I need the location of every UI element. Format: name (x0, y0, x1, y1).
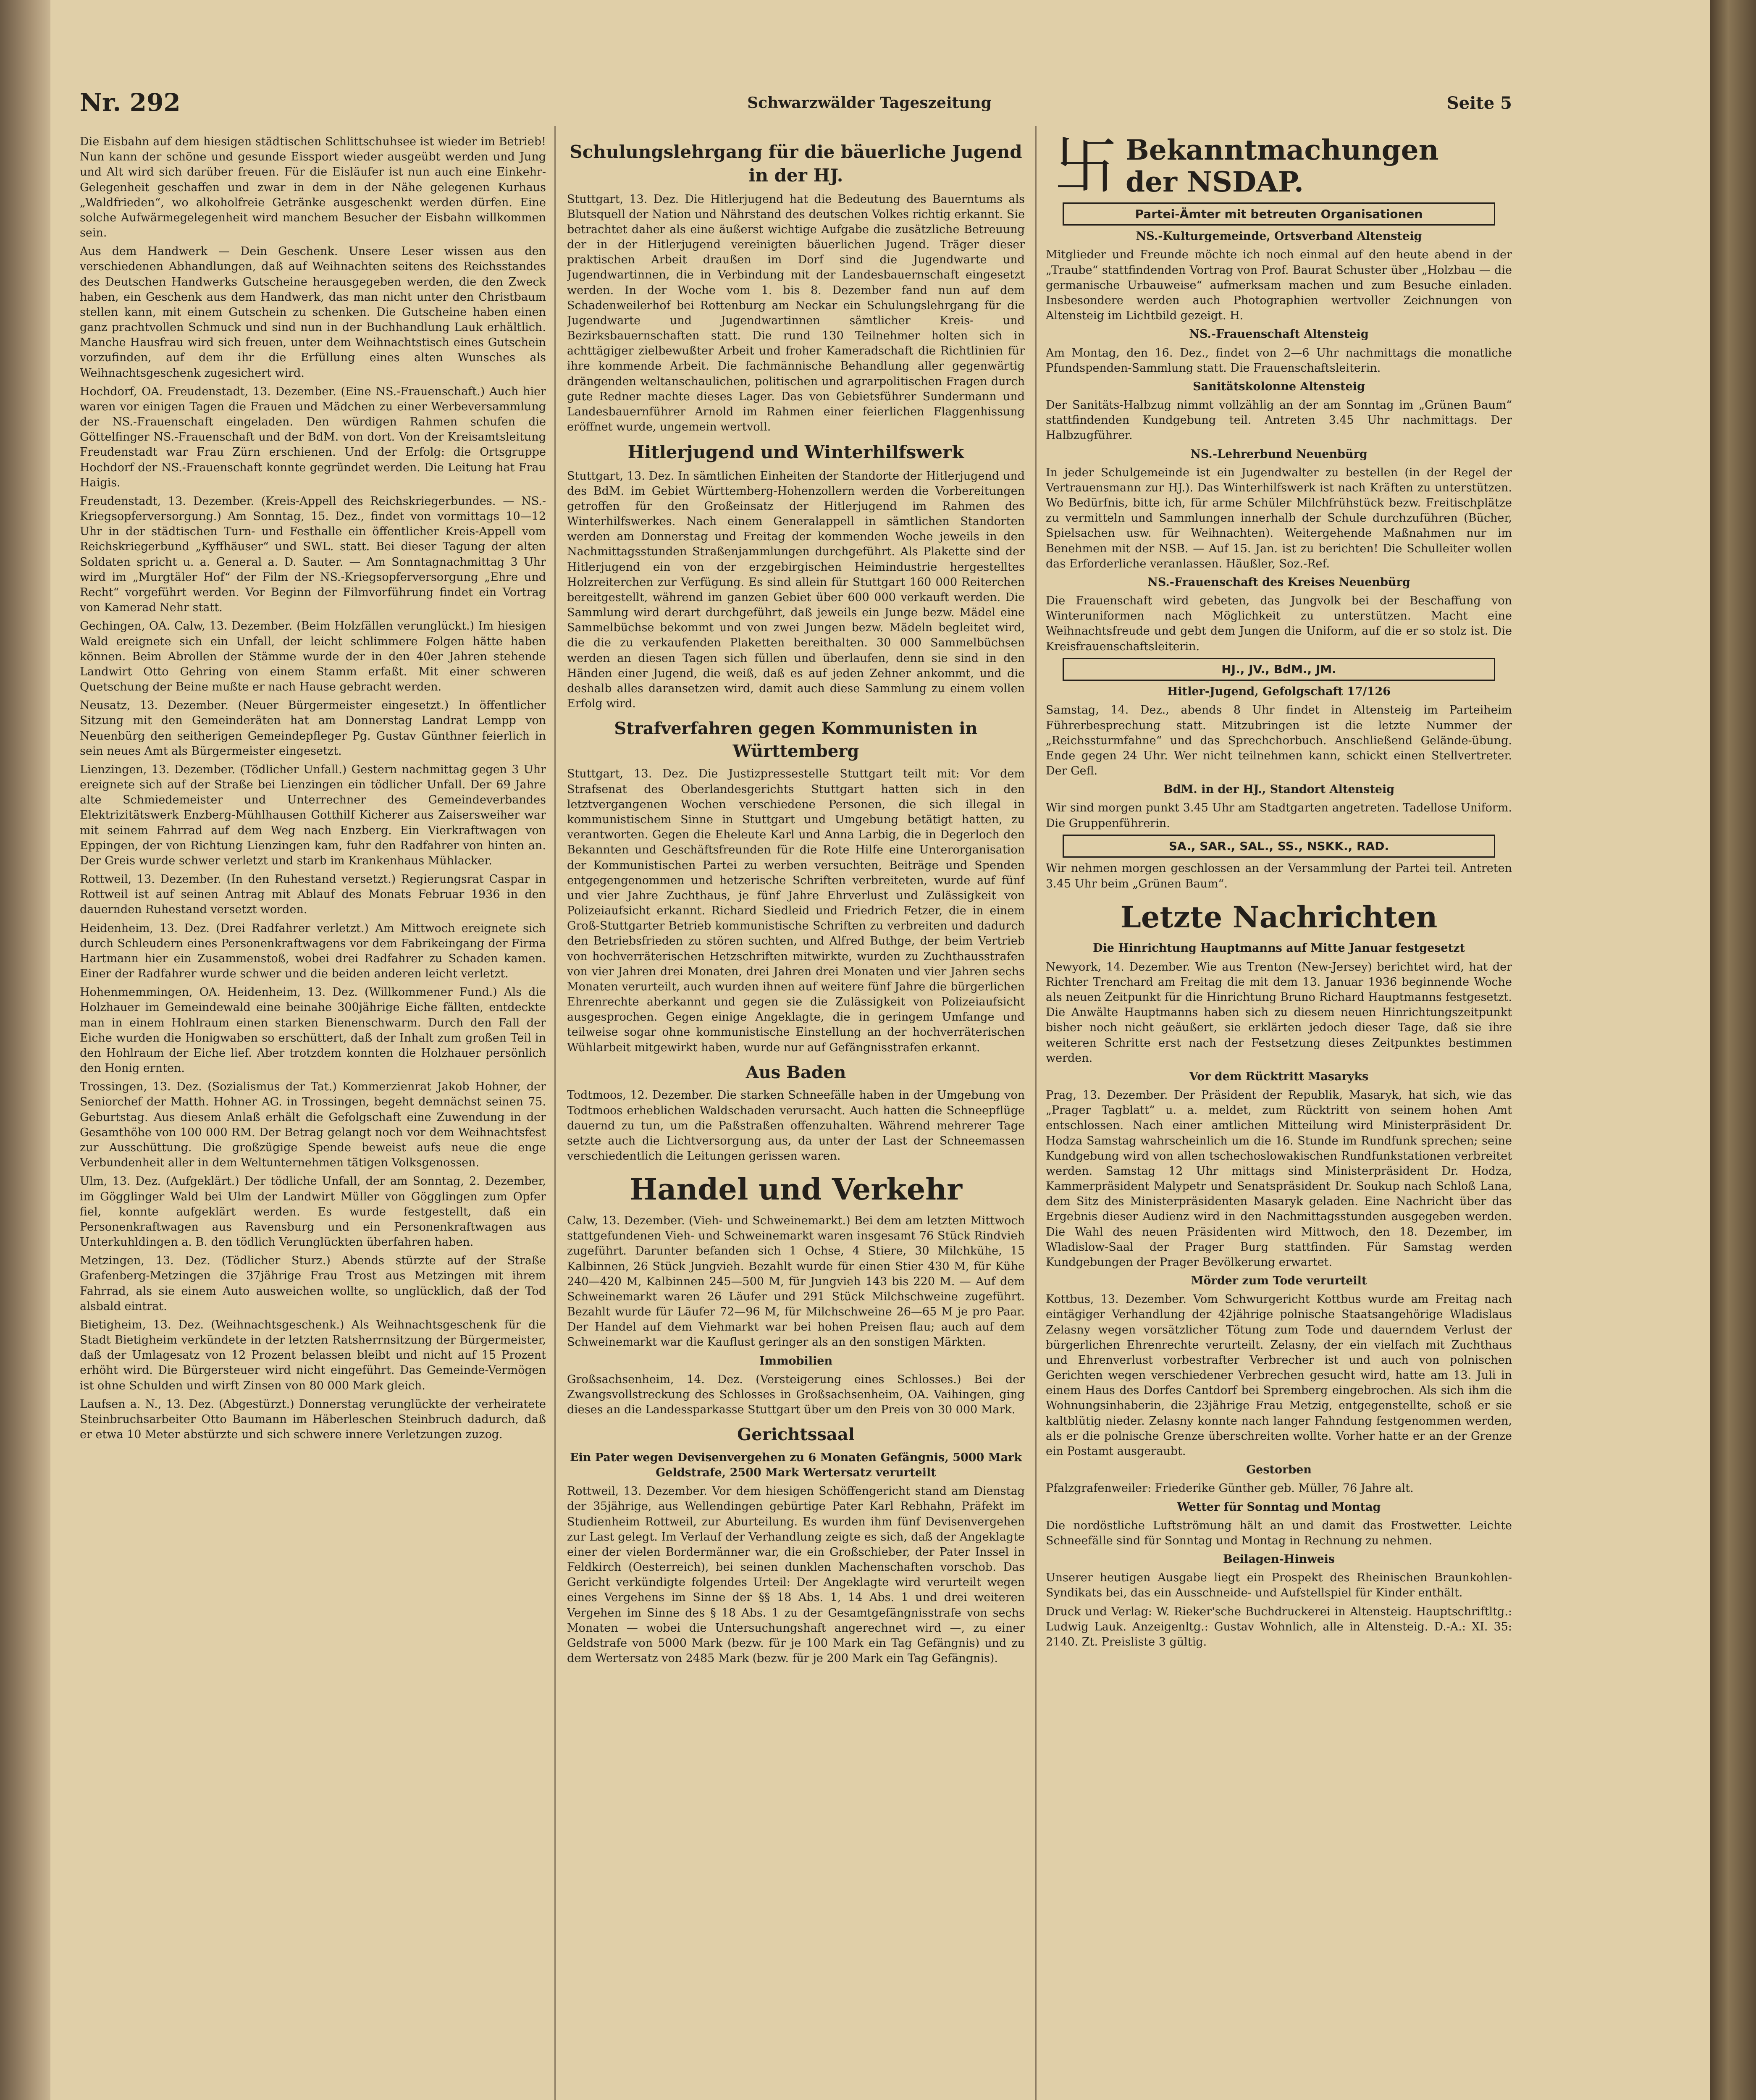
article: Die nordöstliche Luftströmung hält an und damit das Frostwetter. Leichte Schneefälle sind für Sonntag und Montag in Rechnung zu nehmen. (1046, 1519, 1512, 1547)
article: Freudenstadt, 13. Dezember. (Kreis-Appell des Reichskriegerbundes. — NS.-Kriegsopferversorgung.) Am Sonntag, 15. Dez., findet von vormittags 10—12 Uhr in der städtischen Turn- und Festhalle ein öffentlicher Kreis-Appell vom Reichskriegerbund „Kyffhäuser“ und SWL. statt. Bei dieser Tagung der alten Soldaten spricht u. a. General a. D. Sauter. — Am Sonntagnachmittag 3 Uhr wird im „Murgtäler Hof“ der Film der NS.-Kriegsopferversorgung „Ehre und Recht“ vorgeführt werden. Vor Beginn der Filmvorführung findet ein Vortrag von Kamerad Nehr statt. (80, 494, 546, 614)
column-regional-news (567, 134, 1025, 2100)
subheading: Hitler-Jugend, Gefolgschaft 17/126 (1167, 685, 1391, 698)
section-heading: Gerichtssaal (737, 1425, 855, 1445)
headline: Hitlerjugend und Winterhilfswerk (627, 442, 964, 463)
article: Prag, 13. Dezember. Der Präsident der Republik, Masaryk, hat sich, wie das „Prager Tagblatt“ u. a. meldet, zum Rücktritt von seinem hohen Amt entschlossen. Nach einer amtlichen Mitteilung wird Ministerpräsident Dr. Hodza Samstag wahrscheinlich um die 16. Stunde im Rundfunk sprechen; seine Kundgebung wird von allen tschechoslowakischen Rundfunkstationen verbreitet werden. Samstag 12 Uhr mittags sind Ministerpräsident Dr. Hodza, Kammerpräsident Malypetr und Senatspräsident Dr. Soukup nach Schloß Lana, dem Sitz des Ministerpräsidenten Masaryk geladen. Eine Nachricht über das Ergebnis dieser Audienz wird in den Nachmittagsstunden ausgegeben werden. Die Wahl des neuen Präsidenten wird Mittwoch, den 18. Dezember, im Wladislow-Saal der Prager Burg stattfinden. Für Samstag werden Kundgebungen der Prager Bevölkerung erwartet. (1046, 1089, 1512, 1269)
article: Gechingen, OA. Calw, 13. Dezember. (Beim Holzfällen verunglückt.) Im hiesigen Wald ereignete sich ein Unfall, der leicht schlimmere Folgen hätte haben können. Beim Abrollen der Stämme wurde der in den 40er Jahren stehende Landwirt Otto Gehring von einem Stamm erfaßt. Mit einer schweren Quetschung der Beine mußte er nach Hause gebracht werden. (80, 620, 546, 694)
section-box: SA., SAR., SAL., SS., NSKK., RAD. (1063, 835, 1495, 858)
issue-number: Nr. 292 (80, 88, 181, 117)
notice: Wir sind morgen punkt 3.45 Uhr am Stadtgarten angetreten. Tadellose Uniform. Die Gruppenführerin. (1046, 801, 1512, 830)
article: Rottweil, 13. Dezember. (In den Ruhestand versetzt.) Regierungsrat Caspar in Rottweil ist auf seinen Antrag mit Ablauf des Monats Februar 1936 in den dauernden Ruhestand versetzt worden. (80, 873, 546, 916)
section-box: HJ., JV., BdM., JM. (1063, 658, 1495, 681)
subheading: BdM. in der HJ., Standort Altensteig (1163, 783, 1395, 796)
headline: Schulungslehrgang für die bäuerliche Jugend in der HJ. (570, 142, 1022, 186)
article: Rottweil, 13. Dezember. Vor dem hiesigen Schöffengericht stand am Dienstag der 35jährige, aus Wellendingen gebürtige Pater Karl Rebhahn, Präfekt im Studienheim Rottweil, zur Aburteilung. Es wurden ihm fünf Devisenvergehen zur Last gelegt. Im Verlauf der Verhandlung zeigte es sich, daß der Angeklagte einer der vielen Bordermänner war, die ein Großschieber, der Pater Inssel in Feldkirch (Oesterreich), bei seinen dunklen Machenschaften vorschob. Das Gericht verkündigte folgendes Urteil: Der Angeklagte wird verurteilt wegen eines Vergehens im Sinne der §§ 18 Abs. 1, 14 Abs. 1 und drei weiteren Vergehen im Sinne des § 18 Abs. 1 zu der Gesamtgefängnisstrafe von sechs Monaten — wobei die Untersuchungshaft angerechnet wird —, zu einer Geldstrafe von 5000 Mark (bezw. für je 100 Mark ein Tag Gefängnis) und zu dem Wertersatz von 2485 Mark (bezw. für je 200 Mark ein Tag Gefängnis). (567, 1485, 1025, 1665)
notice: Am Montag, den 16. Dez., findet von 2—6 Uhr nachmittags die monatliche Pfundspenden-Sammlung statt. Die Frauenschaftsleiterin. (1046, 346, 1512, 375)
headline: Strafverfahren gegen Kommunisten in Württemberg (614, 719, 978, 761)
section-heading: Letzte Nachrichten (1120, 899, 1438, 934)
column-rule (1035, 126, 1037, 2100)
newspaper-page (50, 0, 1710, 2100)
article: Neusatz, 13. Dezember. (Neuer Bürgermeister eingesetzt.) In öffentlicher Sitzung mit den Gemeinderäten hat am Donnerstag Landrat Lempp von Neuenbürg den seitherigen Gemeindepfleger Pg. Gustav Günthner feierlich in sein neues Amt als Bürgermeister eingesetzt. (80, 699, 546, 758)
notice: Mitglieder und Freunde möchte ich noch einmal auf den heute abend in der „Traube“ stattfindenden Vortrag von Prof. Baurat Schuster über „Holzbau — die germanische Urbauweise“ aufmerksam machen und zum Besuche einladen. Insbesondere werden auch Photographien wertvoller Zeichnungen von Altensteig im Lichtbild gezeigt. H. (1046, 248, 1512, 323)
column-local-news (80, 134, 546, 2100)
notice: Wir nehmen morgen geschlossen an der Versammlung der Partei teil. Antreten 3.45 Uhr beim „Grünen Baum“. (1046, 862, 1512, 890)
article: Aus dem Handwerk — Dein Geschenk. Unsere Leser wissen aus den verschiedenen Abhandlungen, daß auf Weihnachten seitens des Reichsstandes des Deutschen Handwerks Gutscheine herausgegeben werden, die den Zweck haben, ein Geschenk aus dem Handwerk, das man nicht unter den Christbaum stellen kann, mit einem Gutschein zu schenken. Die Gutscheine haben einen ganz prachtvollen Schmuck und sind nun in der Buchhandlung Lauk erhältlich. Manche Hausfrau wird sich freuen, unter dem Weihnachtstisch eines Gutschein vorzufinden, auf dem ihr die Erfüllung eines alten Wunsches als Weihnachtsgeschenk zugesichert wird. (80, 245, 546, 380)
subheading: NS.-Lehrerbund Neuenbürg (1190, 447, 1368, 461)
book-binding-left (0, 0, 50, 2100)
article: Bietigheim, 13. Dez. (Weihnachtsgeschenk.) Als Weihnachtsgeschenk für die Stadt Bietigheim verkündete in der letzten Ratsherrnsitzung der Bürgermeister, daß der Umlagesatz von 12 Prozent belassen bleibt und nicht auf 15 Prozent erhöht wird. Die Bürgersteuer wird nicht eingeführt. Das Gemeinde-Vermögen ist ohne Schulden und wirft Zinsen von 80 000 Mark gleich. (80, 1318, 546, 1392)
article: Stuttgart, 13. Dez. In sämtlichen Einheiten der Standorte der Hitlerjugend und des BdM. im Gebiet Württemberg-Hohenzollern werden die Vorbereitungen getroffen für den Großeinsatz der Hitlerjugend im Rahmen des Winterhilfswerkes. Nach einem Generalappell in sämtlichen Standorten werden am Donnerstag und Freitag der kommenden Woche jeweils in den Nachmittagsstunden Straßenjammlungen durchgeführt. Als Plakette sind der Hitlerjugend ein von der erzgebirgischen Heimindustrie hergestelltes Holzreiterchen zur Verfügung. Es sind allein für Stuttgart 160 000 Reiterchen bereitgestellt, während im ganzen Gebiet über 600 000 verkauft werden. Die Sammlung wird derart durchgeführt, daß jeweils ein Junge bezw. Mädel eine Sammelbüchse bekommt und von zwei Jungen bezw. Mädeln begleitet wird, die die zu verkaufenden Plaketten bereithalten. 30 000 Sammelbüchsen werden an diesen Tagen sich füllen und überlaufen, denn sie sind in den Händen einer Jugend, die weiß, daß es auf jeden Zehner ankommt, und die deshalb alles daransetzen wird, damit auch diese Sammlung zu einem vollen Erfolg wird. (567, 469, 1025, 711)
article: Stuttgart, 13. Dez. Die Justizpressestelle Stuttgart teilt mit: Vor dem Strafsenat des Oberlandesgerichts Stuttgart hatten sich in den letztvergangenen Wochen verschiedene Personen, die sich illegal in kommunistischem Sinne in Stuttgart und Umgebung betätigt hatten, zu verantworten. Gegen die Eheleute Karl und Anna Larbig, die in Degerloch den Bekannten und Geschäftsfreunden für die Rote Hilfe eine Unterorganisation der Kommunistischen Partei zu werben versuchten, Beiträge und Spenden entgegengenommen und hetzerische Schriften verbreiteten, wurde auf fünf und vier Jahre Zuchthaus, je fünf Jahre Ehrverlust und Zulässigkeit von Polizeiaufsicht erkannt. Richard Siedleid und Friedrich Fetzer, die in einem Groß-Stuttgarter Betrieb kommunistische Schriften zu verbreiten und dadurch den Betriebsfrieden zu stören suchten, und Alfred Buthge, der beim Vertrieb von hochverräterischen Hetzschriften mitwirkte, wurden zu Zuchthausstrafen von vier Jahren drei Monaten, drei Jahren drei Monaten und vier Jahren sechs Monaten verurteilt, auch wurden ihnen auf weitere fünf Jahre die bürgerlichen Ehrenrechte aberkannt und gegen sie die Zulässigkeit von Polizeiaufsicht ausgesprochen. Gegen einige Angeklagte, die in geringem Umfange und teilweise sogar ohne kommunistische Einstellung an der hochverräterischen Wühlarbeit mitgewirkt haben, wurde nur auf Gefängnisstrafen erkannt. (567, 767, 1025, 1054)
subheading: Gestorben (1246, 1463, 1312, 1477)
section-heading: Handel und Verkehr (629, 1172, 963, 1207)
section-heading: Aus Baden (745, 1062, 846, 1082)
article: Lienzingen, 13. Dezember. (Tödlicher Unfall.) Gestern nachmittag gegen 3 Uhr ereignete sich auf der Straße bei Lienzingen ein tödlicher Unfall. Der 69 Jahre alte Schmiedemeister und Unterrechner des Gemeindeverbandes Elektrizitätswerk Enzberg-Mühlhausen Gotthilf Kicherer aus Zaisersweiher war mit seinem Fahrrad auf dem Weg nach Enzberg. Ein Vierkraftwagen von Eppingen, der von Richtung Lienzingen kam, fuhr den Radfahrer von hinten an. Der Greis wurde schwer verletzt und starb im Krankenhaus Mühlacker. (80, 763, 546, 867)
article: Hochdorf, OA. Freudenstadt, 13. Dezember. (Eine NS.-Frauenschaft.) Auch hier waren vor einigen Tagen die Frauen und Mädchen zu einer Werbeversammlung der NS.-Frauenschaft eingeladen. Den würdigen Rahmen schufen die Göttelfinger NS.-Frauenschaft und der BdM. von dort. Von der Kreisamtsleitung Freudenstadt war Frau Zürn erschienen. Und der Erfolg: die Ortsgruppe Hochdorf der NS.-Frauenschaft konnte gegründet werden. Die Leitung hat Frau Haigis. (80, 385, 546, 489)
article: Metzingen, 13. Dez. (Tödlicher Sturz.) Abends stürzte auf der Straße Grafenberg-Metzingen die 37jährige Frau Trost aus Metzingen mit ihrem Fahrrad, als sie einem Auto ausweichen wollte, so unglücklich, daß der Tod alsbald eintrat. (80, 1254, 546, 1313)
subheading: Beilagen-Hinweis (1223, 1553, 1335, 1566)
subheading: Ein Pater wegen Devisenvergehen zu 6 Monaten Gefängnis, 5000 Mark Geldstrafe, 2500 Mark Wertersatz verurteilt (570, 1451, 1022, 1479)
column-rule (554, 126, 556, 2100)
article: Newyork, 14. Dezember. Wie aus Trenton (New-Jersey) berichtet wird, hat der Richter Trenchard am Freitag die mit dem 13. Januar 1936 beginnende Woche als neuen Zeitpunkt für die Hinrichtung Bruno Richard Hauptmanns festgesetzt. Die Anwälte Hauptmanns haben sich zu diesem neuen Hinrichtungszeitpunkt bisher noch nicht geäußert, sie erklärten jedoch dieser Tage, daß sie ihre weiteren Schritte erst nach der Festsetzung dieses Zeitpunktes bestimmen werden. (1046, 960, 1512, 1065)
subheading: NS.-Frauenschaft Altensteig (1189, 328, 1369, 341)
notices-title: Bekanntmachungen (1126, 134, 1439, 166)
section-box: Partei-Ämter mit betreuten Organisationen (1063, 202, 1495, 226)
page-number: Seite 5 (1446, 93, 1512, 113)
article: Kottbus, 13. Dezember. Vom Schwurgericht Kottbus wurde am Freitag nach eintägiger Verhandlung der 42jährige polnische Staatsangehörige Wladislaus Zelasny wegen vorsätzlicher Tötung zum Tode und dauerndem Verlust der bürgerlichen Ehrenrechte verurteilt. Zelasny, der ein vielfach mit Zuchthaus und Ehrenverlust vorbestrafter Verbrecher ist und auch von polnischen Gerichten wegen verschiedener Verbrechen gesucht wird, hatte am 13. Juli in einem Haus des Dorfes Cantdorf bei Spremberg eingebrochen. Als sich ihm die Wohnungsinhaberin, die 23jährige Frau Metzig, entgegenstellte, schoß er sie kaltblütig nieder. Zelasny konnte nach langer Fahndung festgenommen werden, als er die polnische Grenze überschreiten wollte. Vorher hatte er an der Grenze ein Postamt ausgeraubt. (1046, 1293, 1512, 1458)
newspaper-title: Schwarzwälder Tageszeitung (747, 94, 992, 112)
column-party-notices (1046, 134, 1512, 2100)
book-binding-right (1710, 0, 1756, 2100)
article: Stuttgart, 13. Dez. Die Hitlerjugend hat die Bedeutung des Bauerntums als Blutsquell der Nation und Nährstand des deutschen Volkes richtig erkannt. Sie betrachtet daher als eine äußerst wichtige Aufgabe die zusätzliche Betreuung der in der Hitlerjugend vereinigten bäuerlichen Jugend. Träger dieser praktischen Arbeit draußen im Dorf sind die Jugendwarte und Jugendwartinnen, die in Verbindung mit der Landesbauernschaft eingesetzt werden. In der Woche vom 1. bis 8. Dezember fand nun auf dem Schadenweilerhof bei Rottenburg am Neckar ein Schulungslehrgang für die Jugendwarte und Jugendwartinnen sämtlicher Kreis- und Bezirksbauernschaften statt. Die rund 130 Teilnehmer holten sich in achttägiger zielbewußter Arbeit und froher Kameradschaft die Richtlinien für ihre kommende Arbeit. Die fachmännische Behandlung aller gegenwärtig drängenden weltanschaulichen, politischen und agrarpolitischen Fragen durch gute Redner machte dieses Lager. Das von Gebietsführer Sundermann und Landesbauernführer Arnold im Rahmen einer feierlichen Flaggenhissung eröffnet wurde, ungemein wertvoll. (567, 192, 1025, 434)
subheading: Die Hinrichtung Hauptmanns auf Mitte Januar festgesetzt (1093, 942, 1465, 955)
notices-subtitle: der NSDAP. (1126, 165, 1304, 198)
notice: Der Sanitäts-Halbzug nimmt vollzählig an der am Sonntag im „Grünen Baum“ stattfindenden Kundgebung teil. Antreten 3.45 Uhr nachmittags. Der Halbzugführer. (1046, 399, 1512, 442)
article: Heidenheim, 13. Dez. (Drei Radfahrer verletzt.) Am Mittwoch ereignete sich durch Schleudern eines Personenkraftwagens vor dem Fabrikeingang der Firma Hartmann hier ein Zusammenstoß, wobei drei Radfahrer zu Schaden kamen. Einer der Radfahrer wurde schwer und die beiden anderen leicht verletzt. (80, 921, 546, 981)
notice: In jeder Schulgemeinde ist ein Jugendwalter zu bestellen (in der Regel der Vertrauensmann zur HJ.). Das Winterhilfswerk ist nach Kräften zu unterstützen. Wo Bedürfnis, bitte ich, für arme Schüler Milchfrühstück bezw. Freitischplätze zu vermitteln und Sammlungen innerhalb der Schule durchzuführen (Bücher, Spielsachen usw. für Weihnachten). Weitergehende Maßnahmen nur im Benehmen mit der NSB. — Auf 15. Jan. ist zu berichten! Die Schulleiter wollen das Erforderliche veranlassen. Häußler, Soz.-Ref. (1046, 466, 1512, 570)
article: Laufsen a. N., 13. Dez. (Abgestürzt.) Donnerstag verunglückte der verheiratete Steinbruchsarbeiter Otto Baumann im Häberleschen Steinbruch dadurch, daß er etwa 10 Meter abstürzte und sich schwere innere Verletzungen zuzog. (80, 1397, 546, 1441)
article: Großsachsenheim, 14. Dez. (Versteigerung eines Schlosses.) Bei der Zwangsvollstreckung des Schlosses in Großsachsenheim, OA. Vaihingen, ging dieses an die Landessparkasse Stuttgart über um den Preis von 30 000 Mark. (567, 1373, 1025, 1417)
subheading: Wetter für Sonntag und Montag (1177, 1500, 1381, 1514)
notice: Samstag, 14. Dez., abends 8 Uhr findet in Altensteig im Parteiheim Führerbesprechung statt. Mitzubringen ist die letzte Nummer der „Reichssturmfahne“ und das Sprechchorbuch. Anschließend Gelände-übung. Ende gegen 24 Uhr. Wer nicht teilnehmen kann, schickt einen Stellvertreter. Der Gefl. (1046, 704, 1512, 778)
article: Unserer heutigen Ausgabe liegt ein Prospekt des Rheinischen Braunkohlen-Syndikats bei, das ein Ausschneide- und Aufstellspiel für Kinder enthält. (1046, 1571, 1512, 1600)
notice: Die Frauenschaft wird gebeten, das Jungvolk bei der Beschaffung von Winteruniformen nach Möglichkeit zu unterstützen. Macht eine Weihnachtsfreude und gebt dem Jungen die Uniform, auf die er so stolz ist. Die Kreisfrauenschaftsleiterin. (1046, 594, 1512, 653)
article: Calw, 13. Dezember. (Vieh- und Schweinemarkt.) Bei dem am letzten Mittwoch stattgefundenen Vieh- und Schweinemarkt waren insgesamt 76 Stück Rindvieh zugeführt. Darunter befanden sich 1 Ochse, 4 Stiere, 30 Milchkühe, 15 Kalbinnen, 26 Stück Jungvieh. Bezahlt wurde für einen Stier 430 M, für Kühe 240—420 M, Kalbinnen 245—500 M, für Jungvieh 143 bis 220 M. — Auf dem Schweinemarkt waren 26 Läufer und 291 Stück Milchschweine zugeführt. Bezahlt wurde für Läufer 72—96 M, für Milchschweine 26—65 M je pro Paar. Der Handel auf dem Viehmarkt war bei hohen Preisen flau; auch auf dem Schweinemarkt war die Kauflust geringer als an den sonstigen Märkten. (567, 1214, 1025, 1349)
article: Ulm, 13. Dez. (Aufgeklärt.) Der tödliche Unfall, der am Sonntag, 2. Dezember, im Gögglinger Wald bei Ulm der Landwirt Müller von Gögglingen zum Opfer fiel, konnte aufgeklärt werden. Es wurde festgestellt, daß ein Personenkraftwagen aus Ravensburg und ein Personenkraftwagen aus Unterkuhldingen a. B. den tödlich Verunglückten überfahren haben. (80, 1175, 546, 1249)
subheading: NS.-Kulturgemeinde, Ortsverband Altensteig (1136, 230, 1422, 243)
article: Todtmoos, 12. Dezember. Die starken Schneefälle haben in der Umgebung von Todtmoos erheblichen Waldschaden verursacht. Auch hatten die Schneepflüge dauernd zu tun, um die Paßstraßen offenzuhalten. Während mehrerer Tage setzte auch die Lichtversorgung aus, da unter der Last der Schneemassen verschiedentlich die Leitungen gerissen waren. (567, 1089, 1025, 1163)
nsdap-header (1046, 134, 1512, 203)
imprint: Druck und Verlag: W. Rieker'sche Buchdruckerei in Altensteig. Hauptschriftltg.: Ludwig Lauk. Anzeigenltg.: Gustav Wohnlich, alle in Altensteig. D.-A.: XI. 35: 2140. Zt. Preisliste 3 gültig. (1046, 1605, 1512, 1648)
article: Pfalzgrafenweiler: Friederike Günther geb. Müller, 76 Jahre alt. (1046, 1482, 1414, 1495)
party-emblem-icon: 卐 (1054, 134, 1117, 203)
subheading: Sanitätskolonne Altensteig (1193, 380, 1365, 393)
subheading: Immobilien (759, 1354, 833, 1368)
article: Hohenmemmingen, OA. Heidenheim, 13. Dez. (Willkommener Fund.) Als die Holzhauer im Gemeindewald eine beinahe 300jährige Eiche fällten, entdeckte man in einem Hohlraum einen starken Bienenschwarm. Durch den Fall der Eiche wurden die Honigwaben so erschüttert, daß der Inhalt zum großen Teil in den Hohlraum der Eiche lief. Aber trotzdem konnten die Holzhauer persönlich den Honig ernten. (80, 986, 546, 1075)
article: Die Eisbahn auf dem hiesigen städtischen Schlittschuhsee ist wieder im Betrieb! Nun kann der schöne und gesunde Eissport wieder ausgeübt werden und Jung und Alt wird sich darüber freuen. Für die Eisläufer ist nun auch eine Einkehr-Gelegenheit geschaffen und zwar in dem in der Nähe gelegenen Kurhaus „Waldfrieden“, wo alkoholfreie Getränke ausgeschenkt werden dürfen. Eine solche Aufwärmegelegenheit wird manchem Besucher der Eisbahn willkommen sein. (80, 135, 546, 240)
subheading: Mörder zum Tode verurteilt (1191, 1274, 1367, 1288)
subheading: NS.-Frauenschaft des Kreises Neuenbürg (1147, 575, 1410, 589)
subheading: Vor dem Rücktritt Masaryks (1189, 1070, 1369, 1083)
article: Trossingen, 13. Dez. (Sozialismus der Tat.) Kommerzienrat Jakob Hohner, der Seniorchef der Matth. Hohner AG. in Trossingen, begeht demnächst seinen 75. Geburtstag. Aus diesem Anlaß erhält die Gefolgschaft eine Zuwendung in der Gesamthöhe von 100 000 RM. Der Betrag gelangt noch vor dem Weihnachtsfest zur Ausschüttung. Die großzügige Spende beweist aufs neue die enge Verbundenheit aller in dem Weltunternehmen tätigen Volksgenossen. (80, 1080, 546, 1170)
